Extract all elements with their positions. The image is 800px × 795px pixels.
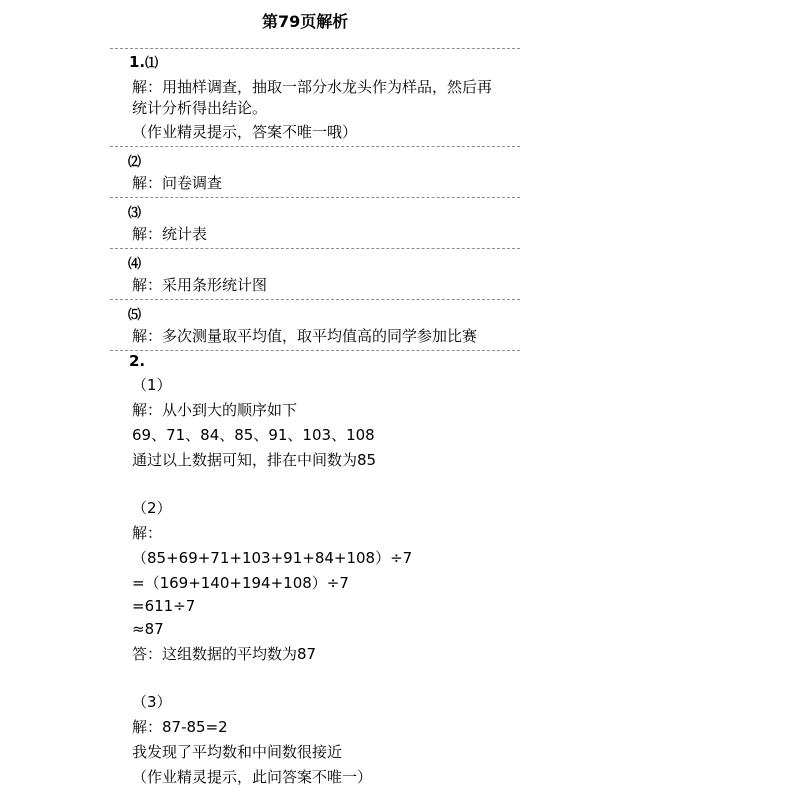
page-title: 第79页解析 xyxy=(262,12,349,31)
answer-line: 解：从小到大的顺序如下 xyxy=(132,401,298,419)
answer-line: 解：统计表 xyxy=(132,225,208,243)
divider xyxy=(110,197,520,198)
divider xyxy=(110,299,520,300)
sub-question-label: ⑵ xyxy=(128,155,142,170)
hint-line: （作业精灵提示，此问答案不唯一） xyxy=(132,768,373,786)
answer-line: =（169+140+194+108）÷7 xyxy=(132,574,349,592)
divider xyxy=(110,48,520,49)
answer-line: 解：用抽样调查，抽取一部分水龙头作为样品，然后再 xyxy=(132,78,493,96)
answer-line: 解：采用条形统计图 xyxy=(132,276,268,294)
sub-question-label: ⑷ xyxy=(128,257,142,272)
divider xyxy=(110,248,520,249)
answer-line: 解：87-85=2 xyxy=(132,718,228,736)
sub-question-label: ⑸ xyxy=(128,308,142,323)
question-2-number: 2. xyxy=(129,352,146,370)
answer-line: 69、71、84、85、91、103、108 xyxy=(132,426,375,444)
sub-question-label: （3） xyxy=(132,693,172,711)
hint-line: （作业精灵提示，答案不唯一哦） xyxy=(132,123,358,141)
answer-line: 解： xyxy=(132,524,163,542)
divider xyxy=(110,146,520,147)
divider xyxy=(110,350,520,351)
sub-question-label: （1） xyxy=(132,376,172,394)
answer-line: 解：多次测量取平均值，取平均值高的同学参加比赛 xyxy=(132,327,478,345)
question-1-number: 1.⑴ xyxy=(129,53,159,71)
answer-line: ≈87 xyxy=(132,620,164,638)
answer-line: 我发现了平均数和中间数很接近 xyxy=(132,743,343,761)
answer-line: （85+69+71+103+91+84+108）÷7 xyxy=(132,549,413,567)
sub-question-label: ⑶ xyxy=(128,206,142,221)
answer-line: 解：问卷调查 xyxy=(132,174,223,192)
answer-line: =611÷7 xyxy=(132,597,196,615)
answer-line: 统计分析得出结论。 xyxy=(132,99,268,117)
answer-line: 答：这组数据的平均数为87 xyxy=(132,645,317,663)
sub-question-label: （2） xyxy=(132,499,172,517)
answer-line: 通过以上数据可知，排在中间数为85 xyxy=(132,451,377,469)
